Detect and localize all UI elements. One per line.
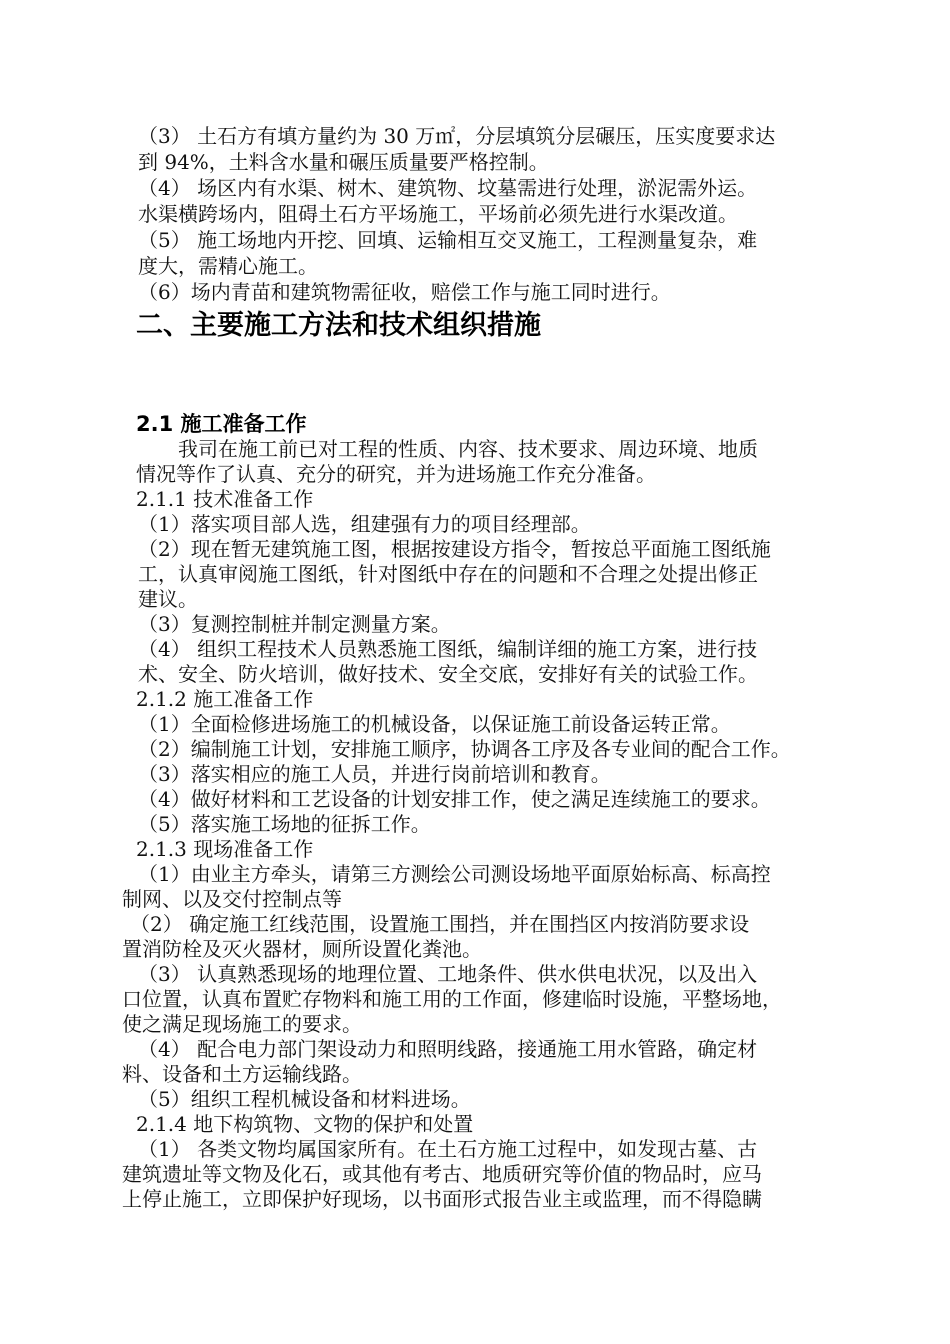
construction-prep-line: （2）编制施工计划，安排施工顺序，协调各工序及各专业间的配合工作。 — [138, 737, 791, 761]
construction-prep-heading: 2.1.2 施工准备工作 — [136, 687, 314, 711]
relics-line: 建筑遗址等文物及化石，或其他有考古、地质研究等价值的物品时，应马 — [122, 1162, 762, 1186]
intro-line: （6）场内青苗和建筑物需征收，赔偿工作与施工同时进行。 — [138, 280, 671, 304]
site-prep-line: （3） 认真熟悉现场的地理位置、工地条件、供水供电状况，以及出入 — [138, 962, 758, 986]
relics-line: 上停止施工，立即保护好现场，以书面形式报告业主或监理，而不得隐瞒 — [122, 1187, 762, 1211]
intro-line: （3） 土石方有填方量约为 30 万㎡，分层填筑分层碾压，压实度要求达 — [138, 124, 776, 148]
construction-prep-line: （1）全面检修进场施工的机械设备，以保证施工前设备运转正常。 — [138, 712, 731, 736]
paragraph-line: 情况等作了认真、充分的研究，并为进场施工作充分准备。 — [136, 462, 656, 486]
tech-prep-line: （3）复测控制桩并制定测量方案。 — [138, 612, 451, 636]
tech-prep-line: （1）落实项目部人选，组建强有力的项目经理部。 — [138, 512, 591, 536]
tech-prep-line: （4） 组织工程技术人员熟悉施工图纸，编制详细的施工方案，进行技 — [138, 637, 758, 661]
relics-line: （1） 各类文物均属国家所有。在土石方施工过程中，如发现古墓、古 — [138, 1137, 758, 1161]
subsection-title: 2.1 施工准备工作 — [136, 412, 307, 436]
section-title: 二、主要施工方法和技术组织措施 — [136, 310, 541, 341]
site-prep-line: 置消防栓及灭火器材，厕所设置化粪池。 — [122, 937, 482, 961]
paragraph-line: 我司在施工前已对工程的性质、内容、技术要求、周边环境、地质 — [178, 437, 758, 461]
construction-prep-line: （4）做好材料和工艺设备的计划安排工作，使之满足连续施工的要求。 — [138, 787, 771, 811]
tech-prep-line: 建议。 — [138, 587, 198, 611]
intro-line: （4） 场区内有水渠、树木、建筑物、坟墓需进行处理，淤泥需外运。 — [138, 176, 758, 200]
site-prep-line: （1）由业主方牵头，请第三方测绘公司测设场地平面原始标高、标高控 — [138, 862, 771, 886]
tech-prep-line: 术、安全、防火培训，做好技术、安全交底，安排好有关的试验工作。 — [138, 662, 758, 686]
construction-prep-line: （3）落实相应的施工人员，并进行岗前培训和教育。 — [138, 762, 611, 786]
site-prep-line: 料、设备和土方运输线路。 — [122, 1062, 362, 1086]
site-prep-heading: 2.1.3 现场准备工作 — [136, 837, 314, 861]
site-prep-line: 口位置，认真布置贮存物料和施工用的工作面，修建临时设施，平整场地， — [122, 987, 782, 1011]
tech-prep-heading: 2.1.1 技术准备工作 — [136, 487, 314, 511]
site-prep-line: （2） 确定施工红线范围，设置施工围挡，并在围挡区内按消防要求设 — [130, 912, 750, 936]
intro-line: （5） 施工场地内开挖、回填、运输相互交叉施工，工程测量复杂，难 — [138, 228, 758, 252]
site-prep-line: 制网、以及交付控制点等 — [122, 887, 342, 911]
intro-line: 度大，需精心施工。 — [138, 254, 318, 278]
construction-prep-line: （5）落实施工场地的征拆工作。 — [138, 812, 431, 836]
tech-prep-line: （2）现在暂无建筑施工图，根据按建设方指令，暂按总平面施工图纸施 — [138, 537, 771, 561]
intro-line: 水渠横跨场内，阻碍土石方平场施工，平场前必须先进行水渠改道。 — [138, 202, 738, 226]
intro-line: 到 94%，土料含水量和碾压质量要严格控制。 — [138, 150, 549, 174]
site-prep-line: （4） 配合电力部门架设动力和照明线路，接通施工用水管路，确定材 — [138, 1037, 758, 1061]
site-prep-line: 使之满足现场施工的要求。 — [122, 1012, 362, 1036]
tech-prep-line: 工，认真审阅施工图纸，针对图纸中存在的问题和不合理之处提出修正 — [138, 562, 758, 586]
site-prep-line: （5）组织工程机械设备和材料进场。 — [138, 1087, 471, 1111]
relics-heading: 2.1.4 地下构筑物、文物的保护和处置 — [136, 1112, 474, 1136]
